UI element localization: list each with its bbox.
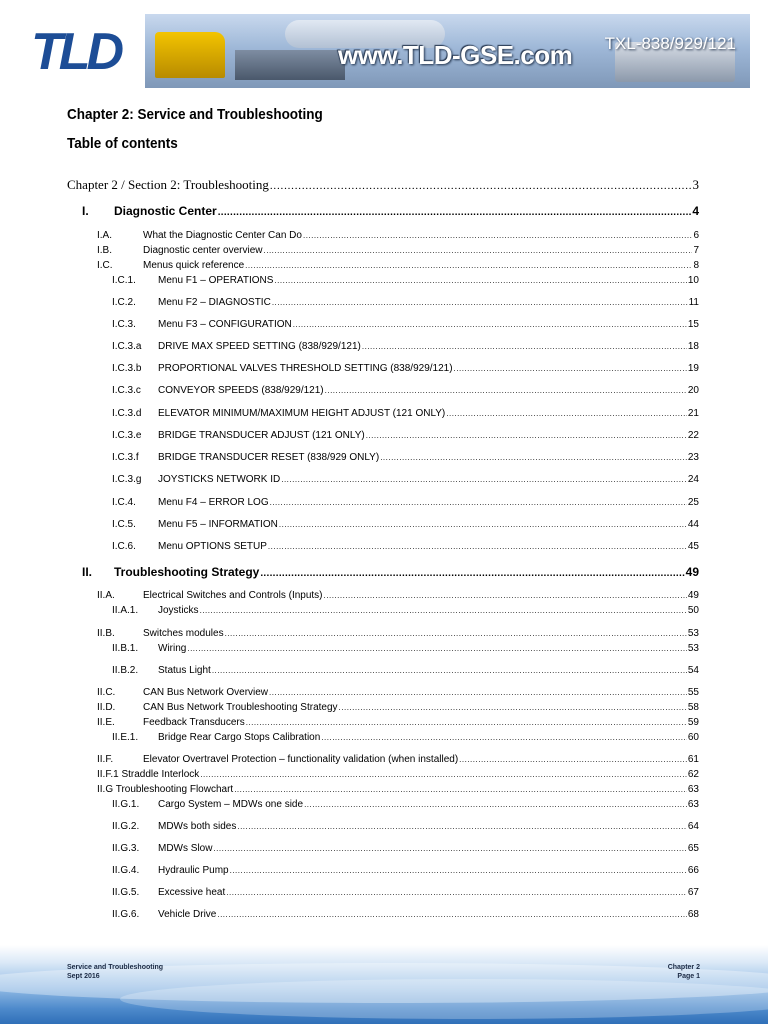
dot-leader (270, 496, 687, 509)
toc-entry[interactable] (112, 540, 699, 553)
dot-leader (246, 716, 687, 729)
dot-leader (454, 362, 687, 375)
toc-entry-number: I.C.3.f (112, 452, 139, 463)
toc-entry-title: Wiring (158, 643, 187, 654)
toc-entry-number: I.C.6. (112, 541, 136, 552)
toc-entry[interactable] (112, 496, 699, 509)
toc-entry[interactable] (97, 229, 699, 242)
toc-entry-page: 63 (687, 799, 699, 810)
toc-entry-title: BRIDGE TRANSDUCER RESET (838/929 ONLY) (158, 452, 380, 463)
dot-leader (380, 451, 687, 464)
toc-entry[interactable] (97, 768, 699, 781)
toc-entry-number: II.F. (97, 754, 114, 765)
toc-entry[interactable] (112, 842, 699, 855)
model-number: TXL-838/929/121 (604, 34, 736, 53)
toc-entry-page: 58 (687, 702, 699, 713)
footer-wave (120, 979, 768, 1019)
toc-entry[interactable] (112, 604, 699, 617)
dot-leader (213, 842, 686, 855)
toc-entry[interactable] (112, 820, 699, 833)
toc-entry-page: 25 (687, 497, 699, 508)
toc-entry-title: CONVEYOR SPEEDS (838/929/121) (158, 385, 324, 396)
toc-entry-number: II.B.1. (112, 643, 139, 654)
dot-leader (217, 908, 687, 921)
dot-leader (234, 783, 687, 796)
toc-entry-page: 66 (687, 865, 699, 876)
toc-entry-title: ELEVATOR MINIMUM/MAXIMUM HEIGHT ADJUST (121 ONLY) (158, 408, 446, 419)
toc-entry[interactable] (112, 642, 699, 655)
toc-entry-number: I.C.3. (112, 319, 136, 330)
toc-entry-page: 45 (687, 541, 699, 552)
toc-entry-title: Troubleshooting Strategy (114, 565, 260, 579)
toc-entry-page: 11 (688, 297, 699, 308)
toc-entry-title: Status Light (158, 665, 211, 676)
dot-leader (212, 664, 687, 677)
toc-entry[interactable] (112, 407, 699, 420)
toc-entry-page: 50 (687, 605, 699, 616)
toc-entry-page: 4 (692, 204, 699, 218)
toc-entry-page: 10 (687, 275, 699, 286)
toc-entry-title: Joysticks (158, 605, 199, 616)
footer-page-number: Page 1 (677, 973, 700, 980)
toc-entry-page: 55 (687, 687, 699, 698)
toc-entry-title: Bridge Rear Cargo Stops Calibration (158, 732, 321, 743)
toc-entry-page: 49 (687, 590, 699, 601)
toc-entry-page: 62 (687, 769, 699, 780)
toc-entry-title: Menus quick reference (143, 260, 245, 271)
toc-entry-page: 65 (687, 843, 699, 854)
dot-leader (281, 473, 687, 486)
toc-entry-number: I.C.3.b (112, 363, 142, 374)
toc-entry-number: II.C. (97, 687, 116, 698)
toc-entry[interactable] (82, 565, 699, 581)
dot-leader (459, 753, 687, 766)
toc-entry-title: JOYSTICKS NETWORK ID (158, 474, 281, 485)
toc-entry[interactable] (82, 204, 699, 220)
dot-leader (237, 820, 687, 833)
page-footer (0, 945, 768, 1024)
website-url: www.TLD-GSE.com (338, 40, 573, 70)
toc-entry-title: MDWs both sides (158, 821, 237, 832)
dot-leader (218, 205, 692, 220)
toc-entry[interactable] (112, 429, 699, 442)
toc-entry-page: 6 (693, 230, 699, 241)
toc-entry-page: 8 (693, 260, 699, 271)
toc-entry-title: MDWs Slow (158, 843, 213, 854)
dot-leader (446, 407, 687, 420)
toc-entry-title: Menu F4 – ERROR LOG (158, 497, 269, 508)
chapter-title: Chapter 2: Service and Troubleshooting (67, 106, 323, 123)
toc-entry-number: I.C. (97, 260, 113, 271)
toc-entry-number: I.C.3.e (112, 430, 142, 441)
toc-entry-number: I.C.1. (112, 275, 136, 286)
toc-entry[interactable] (112, 318, 699, 331)
toc-entry-number: II.A. (97, 590, 115, 601)
dot-leader (339, 701, 687, 714)
toc-entry-number: II.G.2. (112, 821, 140, 832)
toc-entry-title: Menu F3 – CONFIGURATION (158, 319, 292, 330)
toc-entry-page: 68 (687, 909, 699, 920)
toc-entry-title: Menu OPTIONS SETUP (158, 541, 267, 552)
toc-entry-title: Diagnostic center overview (143, 245, 263, 256)
toc-entry[interactable] (112, 864, 699, 877)
toc-entry-title: Menu F5 – INFORMATION (158, 519, 278, 530)
dot-leader (226, 886, 687, 899)
dot-leader (225, 627, 687, 640)
toc-entry-title: PROPORTIONAL VALVES THRESHOLD SETTING (838/929/121) (158, 363, 453, 374)
toc-entry-title: Excessive heat (158, 887, 226, 898)
dot-leader (272, 296, 688, 309)
toc-entry-page: 53 (687, 628, 699, 639)
toc-entry-page: 67 (687, 887, 699, 898)
dot-leader (268, 540, 687, 553)
toc-entry-page: 18 (687, 341, 699, 352)
dot-leader (293, 318, 687, 331)
toc-entry-page: 49 (685, 565, 699, 579)
toc-entry[interactable] (97, 627, 699, 640)
toc-entry-page: 60 (687, 732, 699, 743)
toc-entry-page: 24 (687, 474, 699, 485)
toc-entry-page: 15 (687, 319, 699, 330)
dot-leader (324, 589, 687, 602)
toc-entry-number: I.C.3.g (112, 474, 142, 485)
toc-entry-number: II. (82, 565, 93, 579)
toc-entry-title: Elevator Overtravel Protection – functionality validation (when installed) (143, 754, 459, 765)
toc-entry-title: Cargo System – MDWs one side (158, 799, 304, 810)
dot-leader (270, 178, 692, 194)
toc-entry-number: II.A.1. (112, 605, 139, 616)
toc-title: Table of contents (67, 135, 178, 152)
dot-leader (274, 274, 686, 287)
footer-doc-title: Service and Troubleshooting (67, 964, 164, 971)
toc-entry[interactable] (112, 340, 699, 353)
toc-entry-title: Menu F2 – DIAGNOSTIC (158, 297, 271, 308)
dot-leader (230, 864, 687, 877)
toc-entry-page: 3 (692, 177, 699, 192)
toc-entry-title: Vehicle Drive (158, 909, 217, 920)
toc-entry-title: CAN Bus Network Overview (143, 687, 269, 698)
tld-logo: TLD (31, 23, 121, 81)
toc-entry-title: CAN Bus Network Troubleshooting Strategy (143, 702, 338, 713)
toc-entry-title: Switches modules (143, 628, 224, 639)
toc-entry-title: Diagnostic Center (114, 204, 217, 218)
toc-entry[interactable] (112, 296, 699, 309)
toc-entry-title: DRIVE MAX SPEED SETTING (838/929/121) (158, 341, 361, 352)
toc-entry[interactable] (97, 244, 699, 257)
toc-entry-number: II.D. (97, 702, 116, 713)
toc-entry-title: Chapter 2 / Section 2: Troubleshooting (67, 177, 269, 192)
toc-entry[interactable] (112, 274, 699, 287)
toc-entry-number: II.E.1. (112, 732, 139, 743)
dot-leader (200, 604, 687, 617)
toc-entry-page: 63 (687, 784, 699, 795)
toc-entry-number: I.C.3.c (112, 385, 141, 396)
footer-chapter: Chapter 2 (667, 964, 700, 971)
toc-entry-number: II.B.2. (112, 665, 139, 676)
toc-entry-title: II.F.1 Straddle Interlock (97, 769, 200, 780)
toc-entry-number: II.G.4. (112, 865, 140, 876)
dot-leader (187, 642, 687, 655)
dot-leader (200, 768, 687, 781)
toc-entry-title: II.G Troubleshooting Flowchart (97, 784, 234, 795)
toc-entry[interactable] (97, 686, 699, 699)
toc-entry-page: 53 (687, 643, 699, 654)
toc-entry[interactable] (97, 259, 699, 272)
dot-leader (321, 731, 687, 744)
toc-entry-title: What the Diagnostic Center Can Do (143, 230, 302, 241)
toc-entry[interactable] (97, 701, 699, 714)
toc-entry[interactable] (112, 362, 699, 375)
header-banner (15, 14, 750, 88)
dot-leader (264, 244, 693, 257)
dot-leader (362, 340, 687, 353)
toc-entry-page: 59 (687, 717, 699, 728)
toc-entry[interactable] (112, 473, 699, 486)
toc-entry-page: 44 (687, 519, 699, 530)
toc-entry[interactable] (112, 384, 699, 397)
dot-leader (366, 429, 687, 442)
toc-entry[interactable] (97, 589, 699, 602)
toc-entry-number: II.G.5. (112, 887, 140, 898)
toc-entry-page: 23 (687, 452, 699, 463)
dot-leader (304, 798, 687, 811)
toc-entry[interactable] (112, 451, 699, 464)
toc-entry[interactable] (97, 753, 699, 766)
toc-entry-number: I.C.4. (112, 497, 136, 508)
toc-entry[interactable] (112, 664, 699, 677)
toc-entry-number: II.G.3. (112, 843, 140, 854)
toc-entry-number: II.G.6. (112, 909, 140, 920)
toc-entry-page: 61 (687, 754, 699, 765)
dot-leader (269, 686, 687, 699)
toc-entry-number: II.G.1. (112, 799, 140, 810)
toc-entry-title: BRIDGE TRANSDUCER ADJUST (121 ONLY) (158, 430, 365, 441)
dot-leader (325, 384, 687, 397)
toc-entry-page: 22 (687, 430, 699, 441)
toc-entry-title: Menu F1 – OPERATIONS (158, 275, 274, 286)
toc-entry-title: Electrical Switches and Controls (Inputs) (143, 590, 323, 601)
toc-entry-title: Hydraulic Pump (158, 865, 229, 876)
toc-entry-number: I.C.3.a (112, 341, 142, 352)
toc-entry[interactable] (112, 518, 699, 531)
toc-entry[interactable] (112, 886, 699, 899)
toc-entry-number: I. (82, 204, 89, 218)
dot-leader (303, 229, 692, 242)
toc-entry[interactable] (112, 798, 699, 811)
toc-entry-number: I.C.5. (112, 519, 136, 530)
tractor-image (155, 32, 225, 78)
toc-entry-page: 7 (693, 245, 699, 256)
toc-entry-number: II.B. (97, 628, 115, 639)
footer-date: Sept 2016 (67, 973, 100, 980)
logo-area (15, 14, 145, 88)
toc-entry-page: 21 (687, 408, 699, 419)
toc-entry-page: 19 (687, 363, 699, 374)
toc-entry-number: II.E. (97, 717, 115, 728)
toc-entry[interactable] (112, 908, 699, 921)
dot-leader (279, 518, 687, 531)
toc-entry-title: Feedback Transducers (143, 717, 245, 728)
toc-entry-page: 20 (687, 385, 699, 396)
toc-entry-number: I.A. (97, 230, 113, 241)
toc-entry[interactable] (112, 731, 699, 744)
toc-entry[interactable] (67, 177, 699, 194)
toc-entry-number: I.C.2. (112, 297, 136, 308)
dot-leader (260, 566, 684, 581)
dot-leader (245, 259, 692, 272)
cart-image (235, 50, 345, 80)
toc-entry[interactable] (97, 716, 699, 729)
toc-entry-page: 64 (687, 821, 699, 832)
toc-entry-page: 54 (687, 665, 699, 676)
toc-entry[interactable] (97, 783, 699, 796)
toc-entry-number: I.B. (97, 245, 113, 256)
toc-entry-number: I.C.3.d (112, 408, 142, 419)
